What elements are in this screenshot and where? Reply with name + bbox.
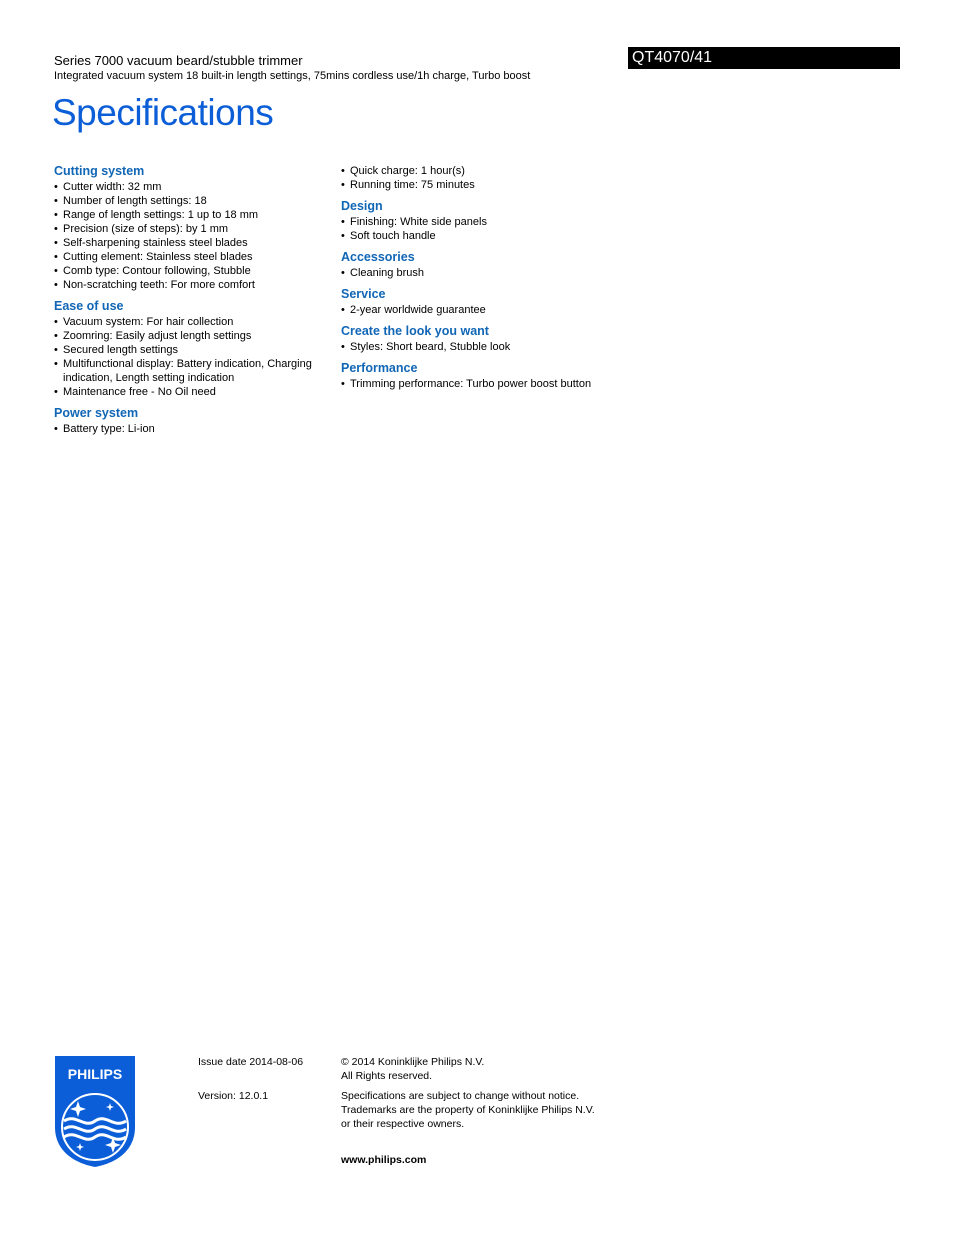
spec-item: • Non-scratching teeth: For more comfort (54, 278, 334, 292)
spec-item: • Vacuum system: For hair collection (54, 315, 334, 329)
issue-date: Issue date 2014-08-06 (198, 1056, 304, 1068)
specs-column-right (341, 164, 641, 398)
section-title: Create the look you want (341, 324, 489, 338)
section-title: Accessories (341, 250, 415, 264)
spec-item: • Running time: 75 minutes (341, 178, 641, 192)
spec-item: • Cutter width: 32 mm (54, 180, 334, 194)
spec-list (341, 215, 641, 243)
section-title: Service (341, 287, 386, 301)
section-create-the-look (341, 324, 641, 354)
section-cutting-system (54, 164, 334, 292)
spec-list (54, 315, 334, 399)
spec-item: • Zoomring: Easily adjust length settings (54, 329, 334, 343)
spec-list (54, 180, 334, 292)
spec-item: • Styles: Short beard, Stubble look (341, 340, 641, 354)
spec-item: • Trimming performance: Turbo power boost button (341, 377, 641, 391)
spec-item: • Maintenance free - No Oil need (54, 385, 334, 399)
spec-item: • 2-year worldwide guarantee (341, 303, 641, 317)
spec-item: • Secured length settings (54, 343, 334, 357)
spec-list (341, 164, 641, 192)
page-heading: Specifications (52, 92, 274, 133)
spec-item: • Multifunctional display: Battery indication, Charging indication, Length setting indication (54, 357, 334, 385)
section-performance (341, 361, 641, 391)
section-title: Cutting system (54, 164, 145, 178)
spec-item: • Precision (size of steps): by 1 mm (54, 222, 334, 236)
logo-wordmark: PHILIPS (67, 1066, 123, 1082)
copyright-line: © 2014 Koninklijke Philips N.V. (341, 1056, 485, 1068)
spec-item: • Cutting element: Stainless steel blades (54, 250, 334, 264)
spec-list (341, 266, 641, 280)
product-title: Series 7000 vacuum beard/stubble trimmer (54, 53, 303, 68)
spec-item: • Range of length settings: 1 up to 18 mm (54, 208, 334, 222)
notice-line: Specifications are subject to change without notice. (341, 1090, 580, 1102)
version: Version: 12.0.1 (198, 1090, 269, 1102)
spec-list (341, 377, 641, 391)
legal-notice (341, 1089, 595, 1131)
spec-item: • Soft touch handle (341, 229, 641, 243)
section-design (341, 199, 641, 243)
section-title: Power system (54, 406, 139, 420)
spec-list (341, 340, 641, 354)
product-subtitle: Integrated vacuum system 18 built-in length settings, 75mins cordless use/1h charge, Turbo boost (54, 70, 531, 82)
specs-column-left (54, 164, 334, 443)
spec-item: • Self-sharpening stainless steel blades (54, 236, 334, 250)
spec-item: • Finishing: White side panels (341, 215, 641, 229)
spec-item: • Quick charge: 1 hour(s) (341, 164, 641, 178)
philips-shield-logo (54, 1055, 136, 1168)
spec-list (341, 303, 641, 317)
spec-item: • Battery type: Li-ion (54, 422, 334, 436)
section-title: Design (341, 199, 383, 213)
copyright-line: All Rights reserved. (341, 1070, 433, 1082)
spec-item: • Comb type: Contour following, Stubble (54, 264, 334, 278)
section-power-system-continued (341, 164, 641, 192)
section-ease-of-use (54, 299, 334, 399)
section-service (341, 287, 641, 317)
spec-item: • Cleaning brush (341, 266, 641, 280)
section-title: Ease of use (54, 299, 124, 313)
section-accessories (341, 250, 641, 280)
spec-list (54, 422, 334, 436)
section-title: Performance (341, 361, 418, 375)
section-power-system (54, 406, 334, 436)
model-badge: QT4070/41 (628, 47, 900, 69)
spec-item: • Number of length settings: 18 (54, 194, 334, 208)
notice-line: Trademarks are the property of Koninklijke Philips N.V. (341, 1104, 595, 1116)
copyright (341, 1055, 484, 1083)
website-link[interactable]: www.philips.com (341, 1154, 427, 1166)
notice-line: or their respective owners. (341, 1118, 465, 1130)
